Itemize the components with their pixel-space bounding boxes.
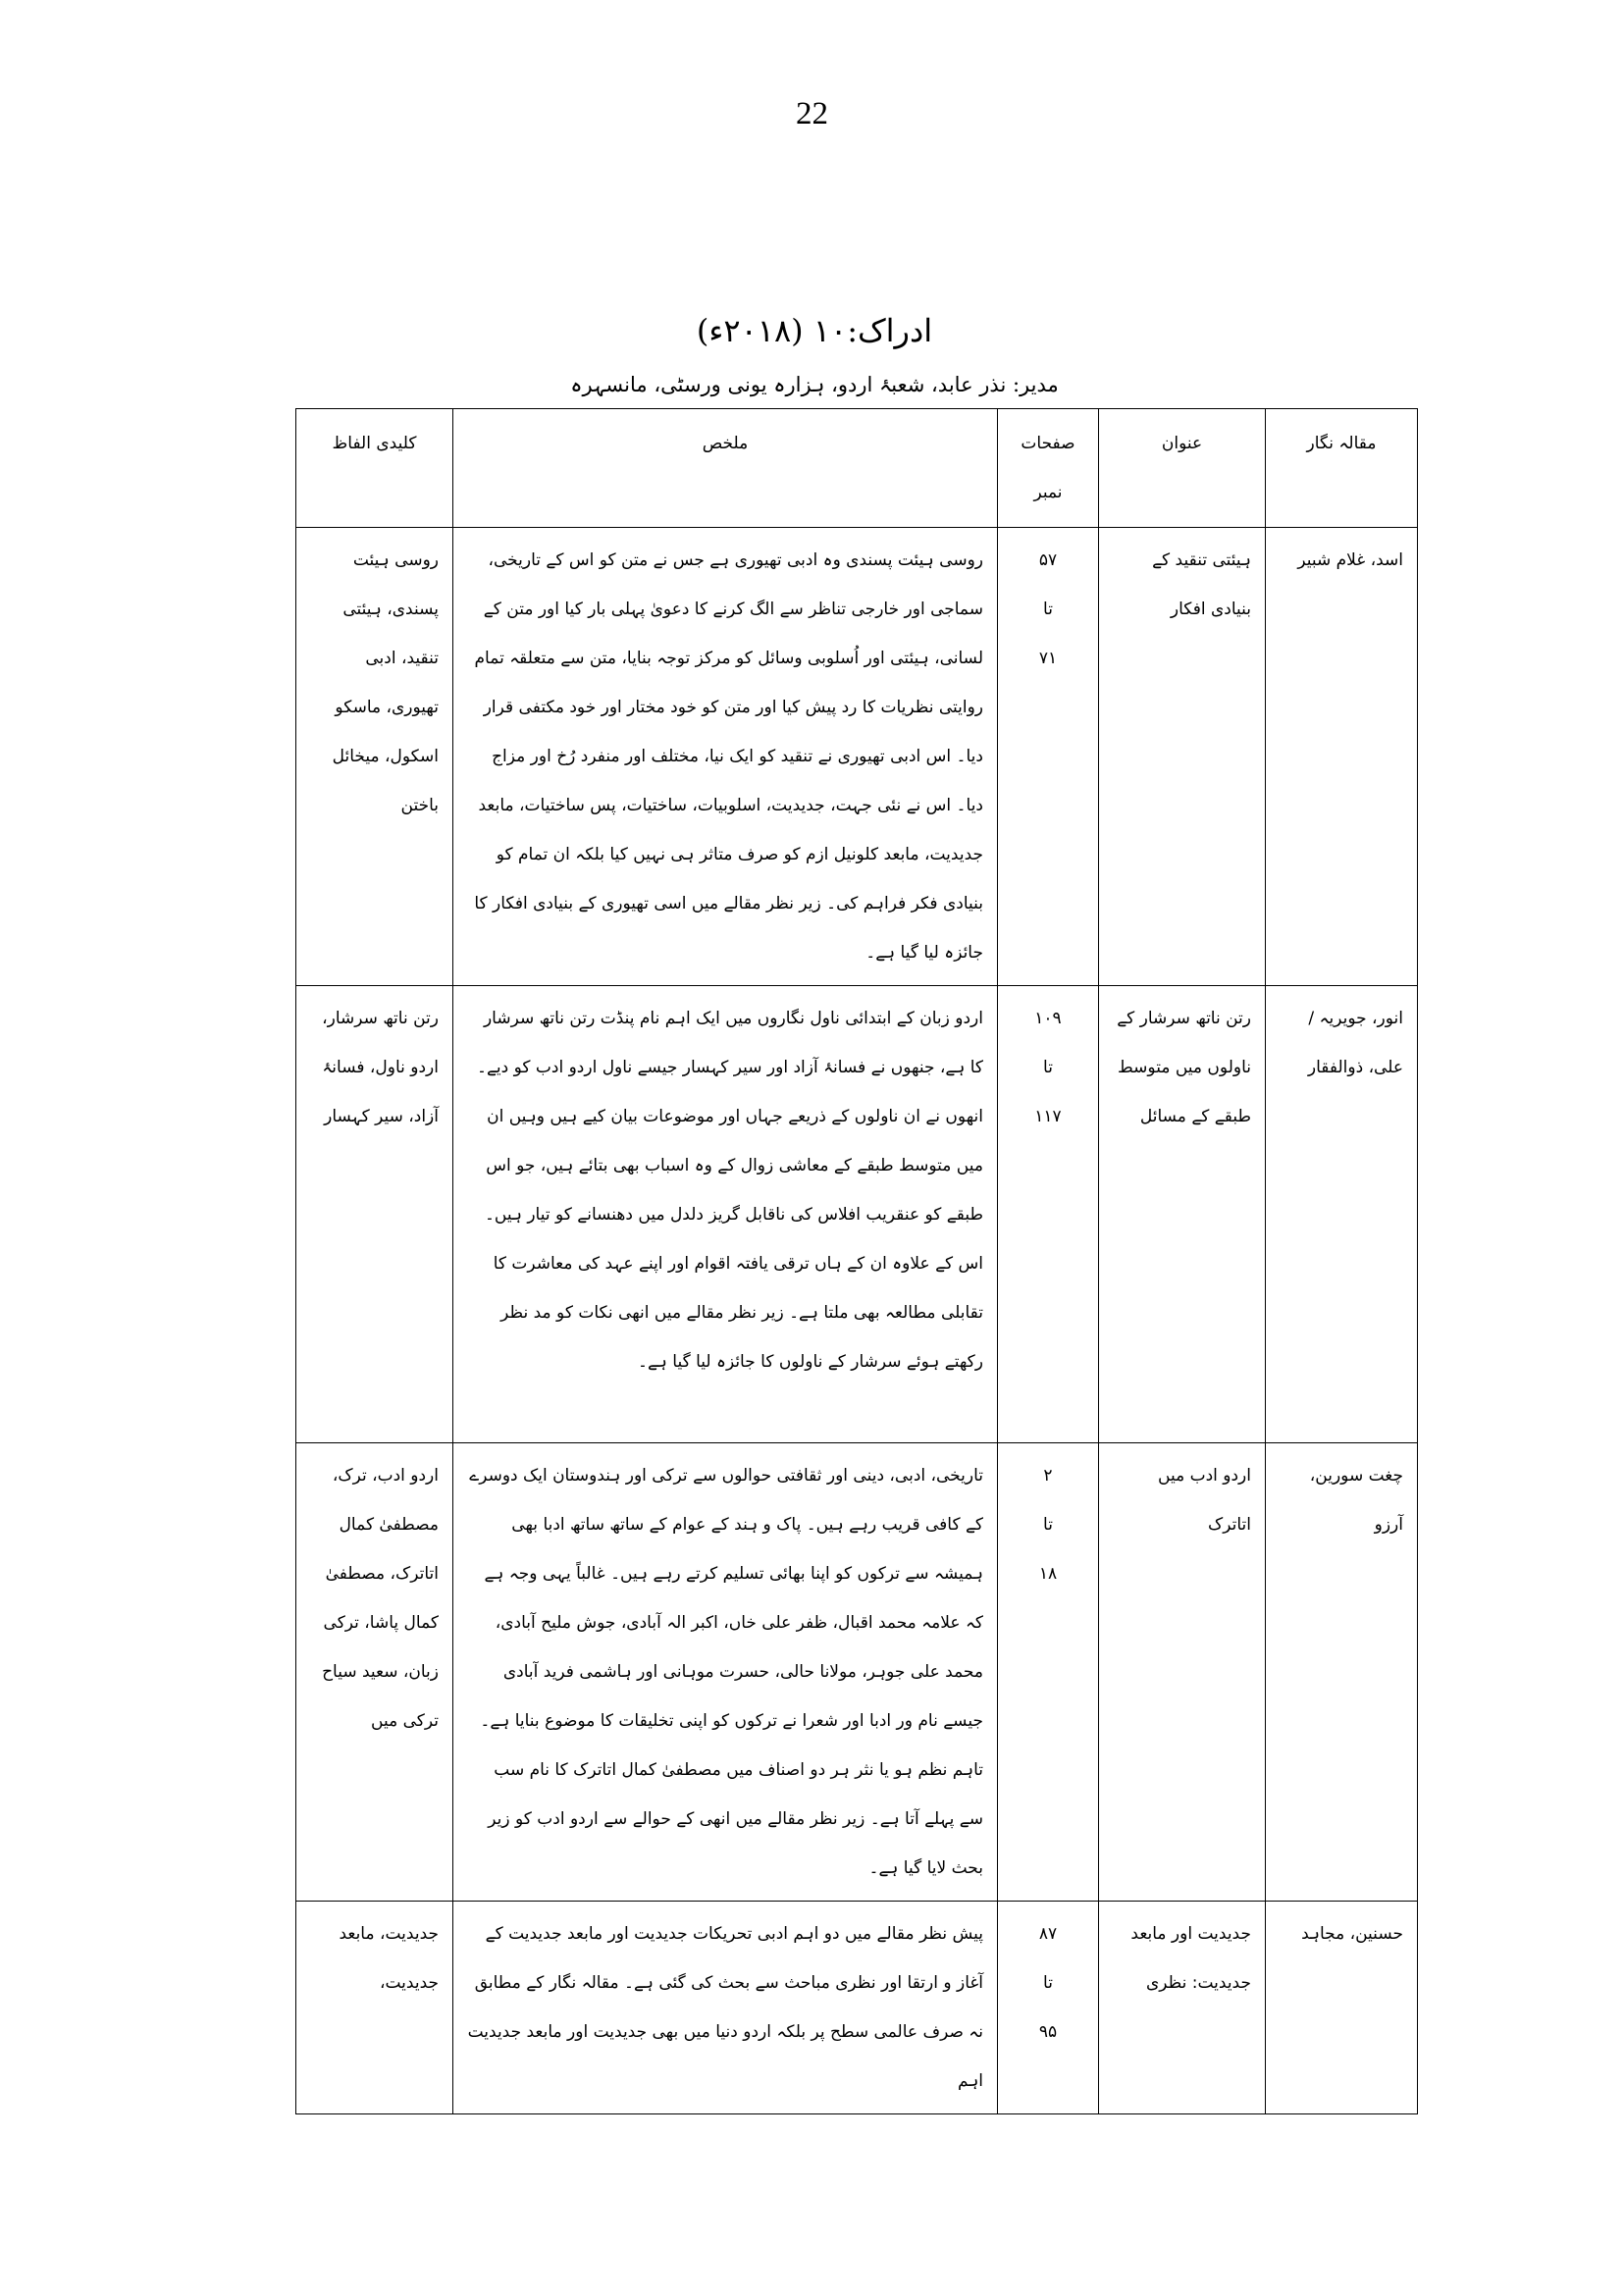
cell-title: اردو ادب میں اتاترک (1099, 1443, 1266, 1902)
cell-abstract: روسی ہیئت پسندی وہ ادبی تھیوری ہے جس نے متن کو اس کے تاریخی، سماجی اور خارجی تناظر سے الگ کرنے کا دعویٰ پہلی بار کیا اور متن کے لسانی، ہیئتی اور اُسلوبی وسائل کو مرکز توجہ بنایا، متن سے متعلقہ تمام روایتی نظریات کا رد پیش کیا اور متن کو خود مختار اور خود مکتفی قرار دیا۔ اس ادبی تھیوری نے تنقید کو ایک نیا، مختلف اور منفرد رُخ اور مزاج دیا۔ اس نے نئی جہت، جدیدیت، اسلوبیات، ساختیات، پس ساختیات، مابعد جدیدیت، مابعد کلونیل ازم کو صرف متاثر ہی نہیں کیا بلکہ ان تمام کو بنیادی فکر فراہم کی۔ زیر نظر مقالے میں اسی تھیوری کے بنیادی افکار کا جائزہ لیا گیا ہے۔ (453, 528, 998, 986)
page-sep: تا (1043, 1973, 1053, 1993)
page-to: ۷۱ (1038, 649, 1058, 668)
cell-keywords: روسی ہیئت پسندی، ہیئتی تنقید، ادبی تھیوری، ماسکو اسکول، میخائل باختن (296, 528, 453, 986)
cell-author: انور، جویریہ / علی، ذوالفقار (1266, 986, 1418, 1443)
page-sep: تا (1043, 600, 1053, 619)
page-sep: تا (1043, 1058, 1053, 1077)
header-title: عنوان (1099, 409, 1266, 528)
cell-author: چغت سورین، آرزو (1266, 1443, 1418, 1902)
cell-title: جدیدیت اور مابعد جدیدیت: نظری (1099, 1902, 1266, 2114)
header-author: مقالہ نگار (1266, 409, 1418, 528)
page-from: ۵۷ (1038, 550, 1058, 570)
header-abstract: ملخص (453, 409, 998, 528)
page-number: 22 (796, 96, 828, 131)
page-from: ۲ (1043, 1466, 1053, 1486)
table-row (296, 528, 1418, 986)
articles-table (295, 408, 1418, 2114)
header-pages: صفحات نمبر (998, 409, 1099, 528)
cell-abstract: تاریخی، ادبی، دینی اور ثقافتی حوالوں سے ترکی اور ہندوستان ایک دوسرے کے کافی قریب رہے ہیں۔ پاک و ہند کے عوام کے ساتھ ساتھ ادبا بھی ہمیشہ سے ترکوں کو اپنا بھائی تسلیم کرتے رہے ہیں۔ غالباً یہی وجہ ہے کہ علامہ محمد اقبال، ظفر علی خاں، اکبر الہ آبادی، جوش ملیح آبادی، محمد علی جوہر، مولانا حالی، حسرت موہانی اور ہاشمی فرید آبادی جیسے نام ور ادبا اور شعرا نے ترکوں کو اپنی تخلیقات کا موضوع بنایا ہے۔ تاہم نظم ہو یا نثر ہر دو اصناف میں مصطفیٰ کمال اتاترک کا نام سب سے پہلے آتا ہے۔ زیر نظر مقالے میں انھی کے حوالے سے اردو ادب کو زیر بحث لایا گیا ہے۔ (453, 1443, 998, 1902)
cell-pages (998, 1902, 1099, 2114)
table-header-row (296, 409, 1418, 528)
cell-author: اسد، غلام شبیر (1266, 528, 1418, 986)
journal-title: ادراک:۱۰ (۲۰۱۸ء) (696, 312, 933, 349)
cell-pages (998, 986, 1099, 1443)
page-from: ۸۷ (1038, 1924, 1058, 1944)
table-row (296, 986, 1418, 1443)
page-to: ۱۸ (1038, 1564, 1058, 1584)
cell-pages (998, 1443, 1099, 1902)
cell-pages (998, 528, 1099, 986)
cell-abstract: اردو زبان کے ابتدائی ناول نگاروں میں ایک اہم نام پنڈت رتن ناتھ سرشار کا ہے، جنھوں نے فسانۂ آزاد اور سیر کہسار جیسے ناول اردو ادب کو دیے۔ انھوں نے ان ناولوں کے ذریعے جہاں اور موضوعات بیان کیے ہیں وہیں ان میں متوسط طبقے کے معاشی زوال کے وہ اسباب بھی بتائے ہیں، جو اس طبقے کو عنقریب افلاس کی ناقابل گریز دلدل میں دھنسانے کو تیار ہیں۔ اس کے علاوہ ان کے ہاں ترقی یافتہ اقوام اور اپنے عہد کی معاشرت کا تقابلی مطالعہ بھی ملتا ہے۔ زیر نظر مقالے میں انھی نکات کو مد نظر رکھتے ہوئے سرشار کے ناولوں کا جائزہ لیا گیا ہے۔ (453, 986, 998, 1443)
cell-keywords: جدیدیت، مابعد جدیدیت، (296, 1902, 453, 2114)
cell-keywords: رتن ناتھ سرشار، اردو ناول، فسانۂ آزاد، سیر کہسار (296, 986, 453, 1443)
page-from: ۱۰۹ (1034, 1009, 1062, 1028)
cell-author: حسنین، مجاہد (1266, 1902, 1418, 2114)
editor-line: مدیر: نذر عابد، شعبۂ اردو، ہزارہ یونی ورسٹی، مانسہرہ (570, 373, 1059, 396)
cell-keywords: اردو ادب، ترک، مصطفیٰ کمال اتاترک، مصطفیٰ کمال پاشا، ترکی زبان، سعید سیاح ترکی میں (296, 1443, 453, 1902)
table-row (296, 1443, 1418, 1902)
cell-title: رتن ناتھ سرشار کے ناولوں میں متوسط طبقے کے مسائل (1099, 986, 1266, 1443)
cell-abstract: پیش نظر مقالے میں دو اہم ادبی تحریکات جدیدیت اور مابعد جدیدیت کے آغاز و ارتقا اور نظری مباحث سے بحث کی گئی ہے۔ مقالہ نگار کے مطابق نہ صرف عالمی سطح پر بلکہ اردو دنیا میں بھی جدیدیت اور مابعد جدیدیت اہم (453, 1902, 998, 2114)
page-to: ۹۵ (1038, 2022, 1058, 2042)
cell-title: ہیئتی تنقید کے بنیادی افکار (1099, 528, 1266, 986)
header-keywords: کلیدی الفاظ (296, 409, 453, 528)
page-sep: تا (1043, 1515, 1053, 1535)
table-row (296, 1902, 1418, 2114)
page-to: ۱۱۷ (1034, 1107, 1062, 1126)
